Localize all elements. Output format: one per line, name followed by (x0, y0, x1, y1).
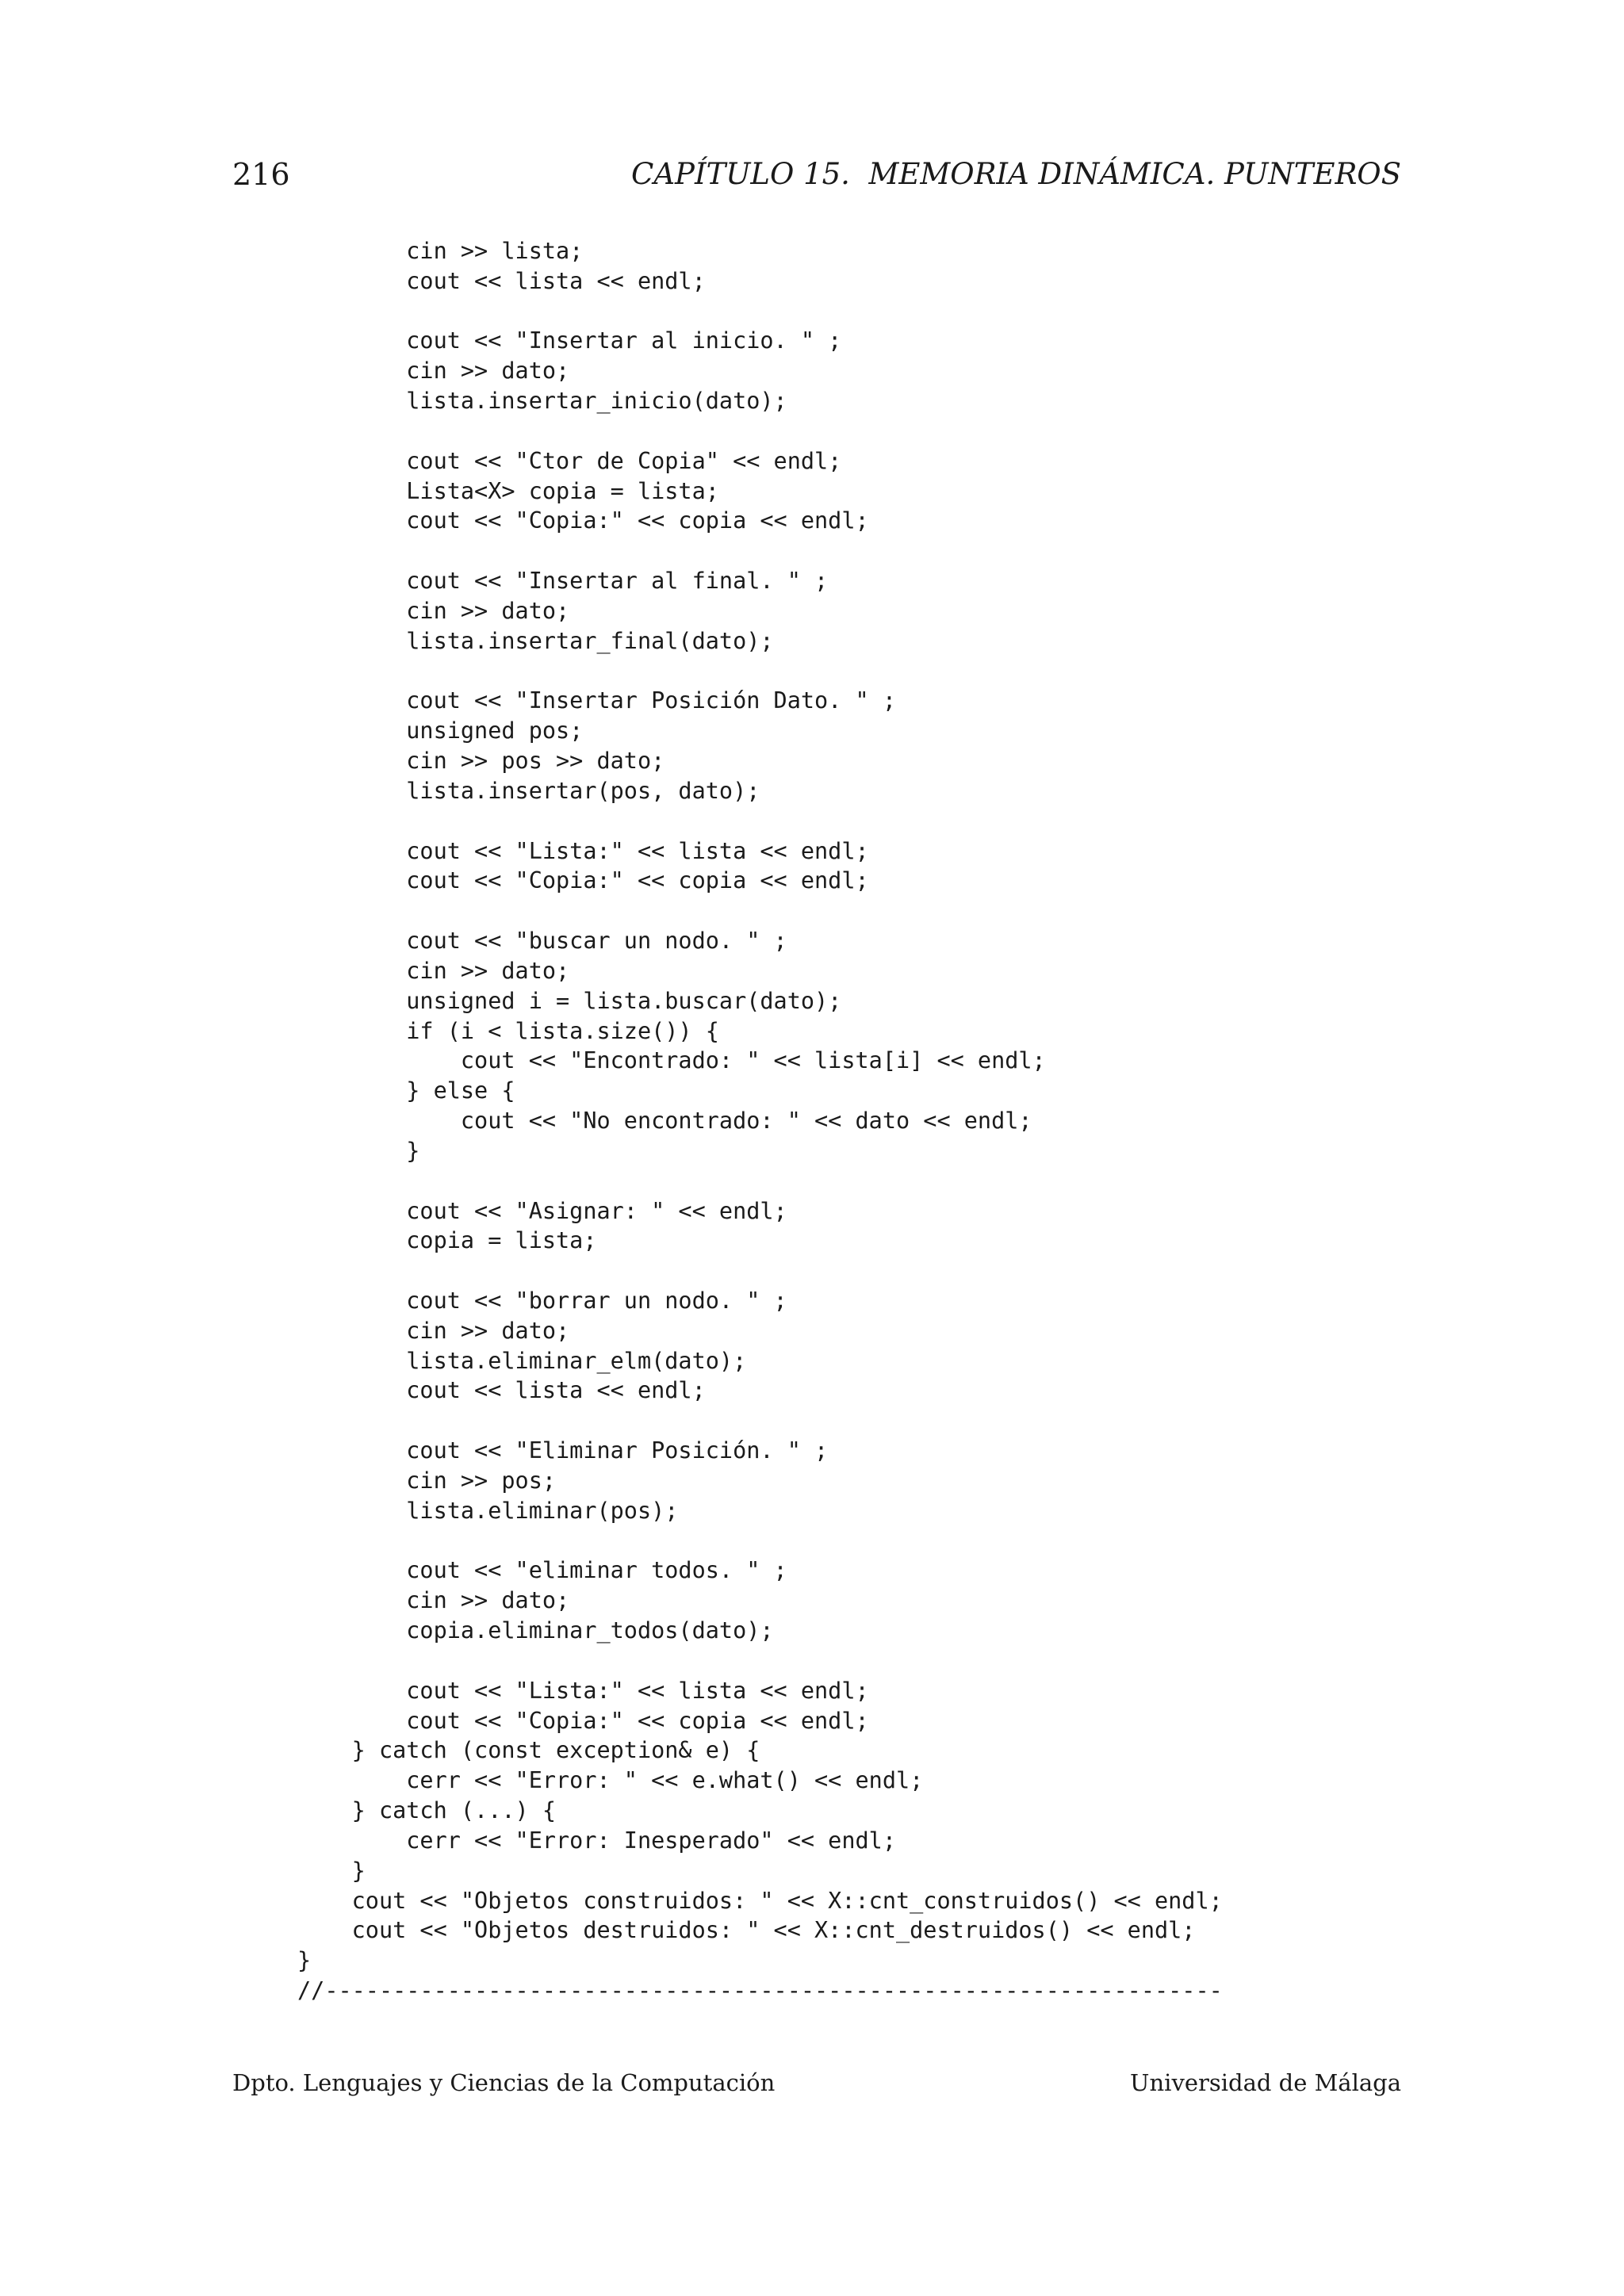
code-line: cin >> pos >> dato; (297, 748, 665, 775)
code-line: cout << "Objetos destruidos: " << X::cnt_destruidos() << endl; (297, 1917, 1196, 1944)
code-line: cerr << "Error: Inesperado" << endl; (297, 1827, 896, 1854)
chapter-title: CAPÍTULO 15. MEMORIA DINÁMICA. PUNTEROS (631, 157, 1401, 191)
code-line: cin >> dato; (297, 957, 570, 984)
code-line: cout << "Lista:" << lista << endl; (297, 837, 869, 864)
code-line: } else { (297, 1077, 515, 1104)
code-line: cout << lista << endl; (297, 267, 706, 294)
code-line: copia.eliminar_todos(dato); (297, 1617, 774, 1644)
code-line: } (297, 1947, 312, 1974)
code-line (297, 656, 1408, 687)
code-line: } (297, 1857, 366, 1884)
code-line: cout << "Lista:" << lista << endl; (297, 1677, 869, 1704)
code-line (297, 1166, 1408, 1196)
code-listing (297, 236, 1408, 2006)
code-line: cout << "eliminar todos. " ; (297, 1557, 787, 1584)
code-line: cout << "borrar un nodo. " ; (297, 1287, 787, 1314)
code-line: cout << "Copia:" << copia << endl; (297, 1707, 869, 1734)
code-line: cin >> pos; (297, 1467, 557, 1494)
code-line: cout << "Insertar Posición Dato. " ; (297, 687, 896, 714)
footer-department: Dpto. Lenguajes y Ciencias de la Computación (232, 2069, 776, 2096)
code-line: cout << "Asignar: " << endl; (297, 1197, 787, 1224)
code-line: lista.insertar_inicio(dato); (297, 388, 787, 415)
code-line: cout << "Copia:" << copia << endl; (297, 867, 869, 894)
code-line: cout << "Insertar al final. " ; (297, 568, 829, 595)
code-line: cout << "Encontrado: " << lista[i] << endl; (297, 1047, 1046, 1074)
code-line: cout << "Ctor de Copia" << endl; (297, 447, 842, 474)
code-line: cout << "Insertar al inicio. " ; (297, 327, 842, 354)
page-number: 216 (232, 157, 290, 192)
code-line: cin >> dato; (297, 1587, 570, 1614)
code-line: Lista<X> copia = lista; (297, 477, 719, 504)
code-line (297, 536, 1408, 566)
code-line (297, 1526, 1408, 1556)
code-line: unsigned pos; (297, 718, 584, 744)
code-line: //------------------------------------------------------------------ (297, 1977, 1223, 2004)
code-line (297, 1646, 1408, 1676)
code-line: cout << "buscar un nodo. " ; (297, 928, 787, 955)
code-line: cout << "Eliminar Posición. " ; (297, 1437, 829, 1464)
code-line: cin >> lista; (297, 238, 584, 264)
code-line: cout << "Copia:" << copia << endl; (297, 507, 869, 534)
code-line (297, 1406, 1408, 1436)
code-line (297, 806, 1408, 836)
code-line: lista.eliminar(pos); (297, 1497, 679, 1524)
code-line: unsigned i = lista.buscar(dato); (297, 987, 842, 1014)
code-line: cout << "Objetos construidos: " << X::cnt_construidos() << endl; (297, 1887, 1223, 1914)
code-line (297, 896, 1408, 926)
code-line: } catch (const exception& e) { (297, 1737, 760, 1764)
code-line: cin >> dato; (297, 1317, 570, 1344)
code-line: cin >> dato; (297, 358, 570, 385)
code-line (297, 297, 1408, 327)
code-line: cin >> dato; (297, 597, 570, 624)
code-line: } (297, 1137, 420, 1164)
code-line: cerr << "Error: " << e.what() << endl; (297, 1767, 924, 1794)
footer-university: Universidad de Málaga (1130, 2069, 1401, 2096)
code-line: copia = lista; (297, 1227, 597, 1254)
code-line: } catch (...) { (297, 1797, 557, 1824)
code-line: lista.eliminar_elm(dato); (297, 1347, 747, 1374)
code-line: lista.insertar(pos, dato); (297, 777, 760, 804)
code-line: lista.insertar_final(dato); (297, 627, 774, 654)
code-line (297, 416, 1408, 446)
code-line (297, 1256, 1408, 1286)
code-line: cout << "No encontrado: " << dato << endl; (297, 1108, 1032, 1135)
code-line: cout << lista << endl; (297, 1377, 706, 1404)
code-line: if (i < lista.size()) { (297, 1017, 719, 1044)
